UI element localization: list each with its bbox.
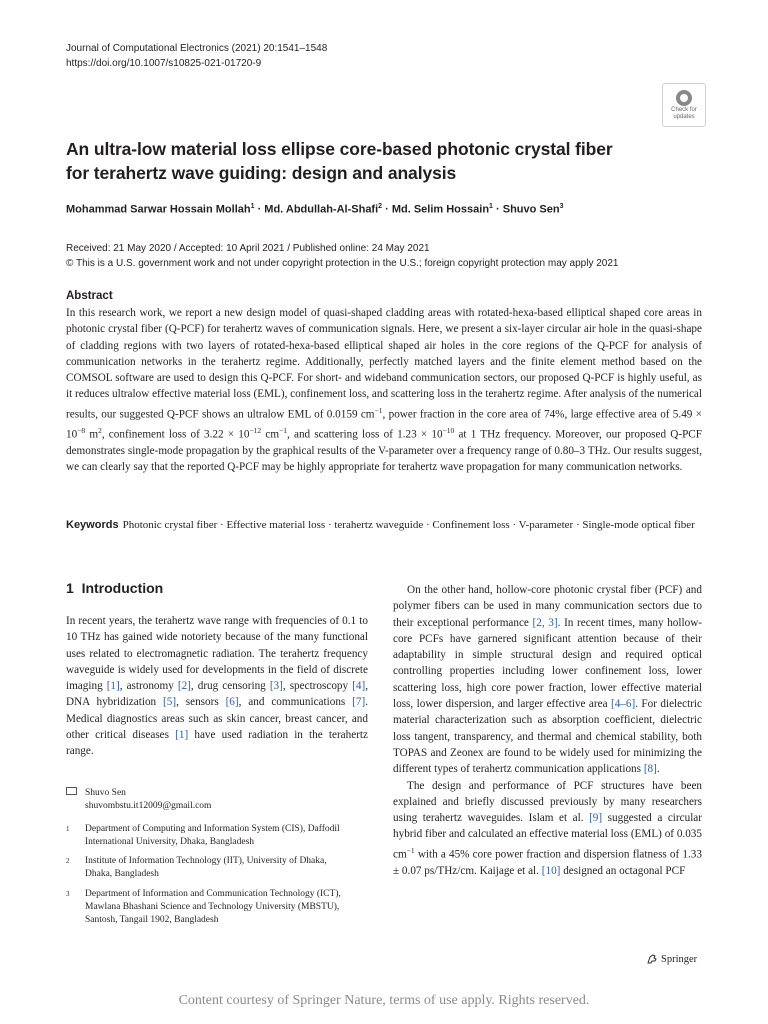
author-affiliation-mark: 2 [378, 203, 383, 210]
body-text: . In recent times, many hollow-core PCFs have garnered significant attention because of their adaptability in simple structural design and required optical controlling properties including lower confinement loss, lower scattering loss, high core power fraction, lower effective material loss, lower dispersion, and larger effective area [393, 616, 702, 711]
keywords-text: Photonic crystal fiber · Effective material loss · terahertz waveguide · Confinement loss · V-parameter · Single-mode optical fiber [122, 519, 695, 531]
journal-citation: Journal of Computational Electronics (2021) 20:1541–1548 [66, 43, 328, 54]
paragraph [393, 582, 702, 778]
body-text: , and communications [238, 696, 353, 709]
author-list: Mohammad Sarwar Hossain Mollah$^1$ · Md. Abdullah-Al-Shafi$^2$ · Md. Selim Hossain$^1$ · Shuvo Sen$^3$ [66, 203, 564, 216]
superscript: −1 [279, 425, 288, 435]
citation-link[interactable]: [2] [177, 680, 191, 693]
body-text: . For dielectric material characterization such as absorption coefficient, dielectric loss tangent, transparency, and thermal and chemical stability, both TOPAS and Zeonex are found to be widely used for minimizing the different types of terahertz communication applications [393, 698, 703, 776]
section-title: Introduction [81, 580, 164, 596]
dates-line: Received: 21 May 2020 / Accepted: 10 April 2021 / Published online: 24 May 2021 [66, 243, 430, 254]
author-name[interactable]: Mohammad Sarwar Hossain Mollah [66, 203, 251, 216]
superscript: 2 [98, 425, 102, 435]
publisher-logo [646, 953, 697, 965]
paper-title [66, 137, 666, 185]
body-text: suggested a circular hybrid fiber and calculated an effective material loss (EML) of 0.035 cm [393, 812, 702, 861]
doi-link[interactable]: https://doi.org/10.1007/s10825-021-01720-9 [66, 58, 262, 69]
body-text: . Medical diagnostics areas such as skin cancer, breast cancer, and other critical diseases [66, 696, 368, 742]
abstract-text: m [85, 428, 99, 441]
affiliation-number: 3 [66, 890, 70, 898]
author-affiliation-mark: 1 [489, 203, 493, 210]
affiliation [66, 888, 356, 927]
copyright-line: © This is a U.S. government work and not under copyright protection in the U.S.; foreign copyright protection may apply 2021 [66, 258, 619, 269]
citation-link[interactable]: [10] [541, 864, 561, 877]
superscript: −1 [406, 845, 415, 855]
intro-column-left [66, 613, 368, 760]
springer-horse-icon [646, 953, 658, 965]
footer-notice: Content courtesy of Springer Nature, terms of use apply. Rights reserved. [178, 993, 590, 1008]
affiliation-number: 1 [66, 825, 70, 833]
paragraph [66, 613, 368, 760]
affiliation [66, 823, 356, 849]
section-number: 1 [66, 580, 74, 596]
citation-link[interactable]: [5] [163, 696, 177, 709]
body-text: , sensors [176, 696, 226, 709]
body-text: , drug censoring [190, 680, 270, 693]
citation-link[interactable]: [4–6] [610, 698, 636, 711]
check-badge-label: Check for updates [671, 106, 697, 120]
affiliation-text: Department of Information and Communication Technology (ICT), Mawlana Bhashani Science and Technology University (MBSTU), Santosh, Tangail 1902, Bangladesh [85, 889, 341, 925]
intro-column-right [393, 582, 702, 879]
publisher-name: Springer [661, 953, 698, 965]
affiliation-number: 2 [66, 857, 70, 865]
title-line: for terahertz wave guiding: design and analysis [66, 163, 457, 183]
keywords-label: Keywords [66, 519, 119, 531]
citation-link[interactable]: [6] [225, 696, 239, 709]
citation-link[interactable]: [2, 3] [532, 616, 558, 629]
abstract-text: cm [261, 428, 280, 441]
journal-header [66, 41, 327, 71]
body-text: have used radiation in the terahertz range. [66, 729, 368, 758]
check-for-updates-badge[interactable] [662, 83, 706, 127]
contact-email[interactable]: shuvombstu.it12009@gmail.com [85, 801, 212, 811]
paragraph [393, 778, 702, 880]
superscript: −1 [374, 405, 383, 415]
affiliation-text: Department of Computing and Information System (CIS), Daffodil International University, Dhaka, Bangladesh [85, 824, 340, 847]
body-text: The design and performance of PCF structures have been explained and briefly discussed previously by many researchers using terahertz waveguides. Islam et al. [393, 779, 702, 825]
superscript: −10 [442, 425, 455, 435]
body-text: In recent years, the terahertz wave range with frequencies of 0.1 to 10 THz has gained wide notoriety because of the many functional uses related to electromagnetic radiation. The terahertz frequency waveguide is widely used for developments in the field of discrete imaging [66, 615, 368, 693]
citation-link[interactable]: [3] [269, 680, 283, 693]
body-text: . [656, 763, 660, 776]
citation-link[interactable]: [9] [589, 812, 603, 825]
author-name[interactable]: Md. Abdullah-Al-Shafi [264, 203, 379, 216]
body-text: On the other hand, hollow-core photonic crystal fiber (PCF) and polymer fibers can be used in many communication sectors due to their exceptional performance [393, 584, 702, 629]
affiliation [66, 855, 336, 881]
superscript: −8 [77, 425, 86, 435]
crossmark-icon [676, 90, 692, 106]
citation-link[interactable]: [7] [352, 696, 366, 709]
citation-link[interactable]: [1] [175, 729, 189, 742]
body-text: designed an octagonal PCF [560, 864, 686, 877]
abstract-text: , confinement loss of 3.22 × 10 [101, 428, 250, 441]
author-name[interactable]: Md. Selim Hossain [391, 203, 490, 216]
body-text: , astronomy [119, 680, 178, 693]
superscript: −12 [249, 425, 262, 435]
abstract-text: , power fraction in the core area of 74%, large effective area of 5.49 × 10 [66, 408, 702, 441]
publication-history [66, 241, 618, 271]
keywords-block [66, 517, 702, 534]
body-text: , DNA hybridization [66, 680, 368, 709]
citation-link[interactable]: [1] [106, 680, 120, 693]
author-affiliation-mark: 3 [559, 203, 564, 210]
abstract-text: at 1 THz frequency. Moreover, our proposed Q-PCF demonstrates single-mode propagation by the graphical results of the V-parameter over a frequency range of 0.80–3 THz. Our results suggest, we can clearly say that the reported Q-PCF may be highly appropriate for terahertz wave propagation for many communication networks. [66, 428, 702, 474]
citation-link[interactable]: [8] [643, 763, 657, 776]
body-text: with a 45% core power fraction and dispersion flatness of 1.33 ± 0.07 ps/THz/cm. Kaijage et al. [393, 848, 702, 877]
title-line: An ultra-low material loss ellipse core-based photonic crystal fiber [66, 139, 613, 159]
author-affiliation-mark: 1 [250, 203, 255, 210]
section-heading [66, 580, 163, 596]
contact-name: Shuvo Sen [85, 788, 126, 798]
abstract-heading: Abstract [66, 290, 113, 302]
abstract-body [66, 305, 702, 475]
abstract-text: In this research work, we report a new design model of quasi-shaped cladding areas with rotated-hexa-based elliptical shaped core areas in photonic crystal fiber (Q-PCF) for terahertz waves of communication signals. Here, we present a six-layer circular air hole in the quasi-shape of cladding regions with two layers of rotated-hexa-based elliptical shaped air holes in the core regions of the Q-PCF for analysis of communication networks in the terahertz regime. Additionally, perfectly matched layers and the finite element method based on the COMSOL software are used to design this Q-PCF. For short- and wideband communication sectors, our proposed Q-PCF is highly useful, as it reduces ultralow effective material loss (EML), confinement loss, and scattering loss in the terahertz regime. After analysis of the numerical results, our suggested Q-PCF shows an ultralow EML of 0.0159 cm [66, 307, 702, 421]
abstract-text: , and scattering loss of 1.23 × 10 [287, 428, 443, 441]
envelope-icon [66, 787, 77, 795]
corresponding-author [66, 787, 211, 813]
citation-link[interactable]: [4] [352, 680, 366, 693]
author-name[interactable]: Shuvo Sen [502, 203, 560, 216]
body-text: , spectroscopy [282, 680, 353, 693]
affiliation-text: Institute of Information Technology (IIT), University of Dhaka, Dhaka, Bangladesh [85, 856, 327, 879]
